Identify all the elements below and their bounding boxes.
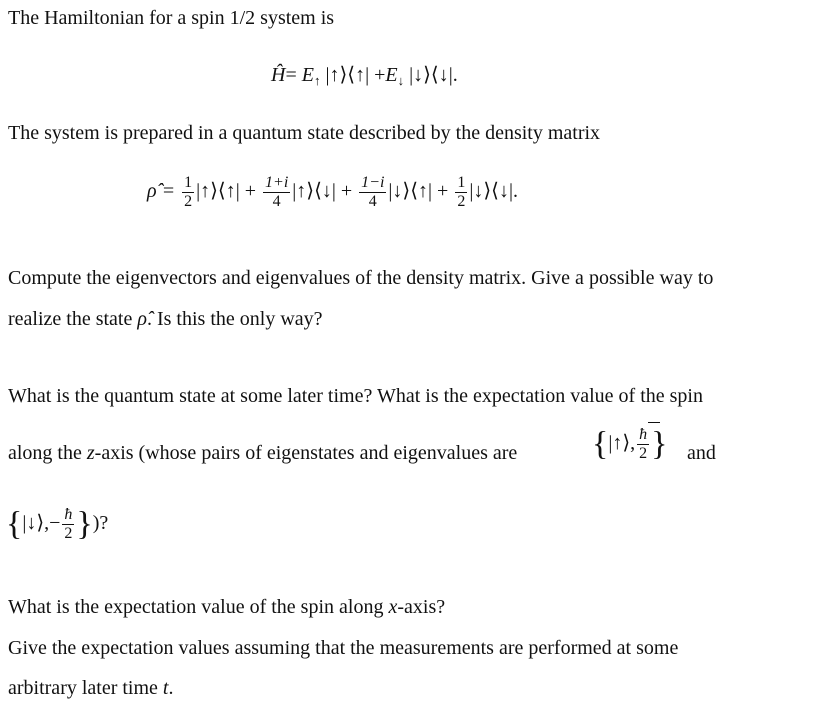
rho-symbol: ρ̂ = — [147, 180, 176, 203]
z-axis-line — [8, 441, 517, 465]
later-state-question: What is the quantum state at some later time? — [8, 385, 377, 407]
ket-down: |↓⟩, — [22, 512, 50, 535]
frac4-num: 1 — [457, 174, 466, 191]
hbar-half-down — [62, 506, 74, 543]
fraction-1 — [182, 174, 194, 211]
hbar-half-up — [637, 426, 649, 463]
projector-up: |↑⟩⟨↑| — [325, 64, 370, 86]
overbar-mark — [648, 422, 660, 423]
fraction-3 — [359, 174, 386, 211]
term4-op: |↓⟩⟨↓|. — [469, 180, 518, 203]
question-realize-line — [8, 307, 323, 331]
x-axis-pre: What is the expectation value of the spin along — [8, 596, 389, 618]
x-axis-question-line — [8, 595, 445, 619]
rho-inline: ρ̂ — [137, 308, 147, 330]
energy-down: E — [385, 64, 398, 86]
right-brace-dn: } — [76, 505, 93, 543]
x-axis-post: -axis? — [397, 596, 446, 618]
close-question: )? — [92, 512, 109, 535]
frac2-den: 4 — [272, 193, 281, 210]
two-up: 2 — [639, 445, 648, 462]
plus-1: + — [244, 180, 257, 203]
x-variable: x — [388, 596, 398, 618]
frac1-num: 1 — [184, 174, 193, 191]
plus-sign: + — [374, 64, 386, 86]
density-matrix-equation — [147, 174, 518, 211]
z-axis-post: -axis (whose pairs of eigenstates and eigenvalues are — [94, 442, 518, 464]
term3-op: |↓⟩⟨↑| — [388, 180, 433, 203]
frac2-num: 1+i — [265, 174, 289, 191]
frac4-den: 2 — [457, 193, 466, 210]
hamiltonian-symbol: Ĥ — [271, 64, 286, 86]
later-time-pre: arbitrary later time — [8, 677, 163, 699]
fraction-2 — [263, 174, 290, 211]
ket-up: |↑⟩, — [608, 432, 636, 455]
question-eigen-text: Compute the eigenvectors and eigenvalues of the density matrix. Give a possible way to — [8, 267, 714, 289]
later-time-post: . — [168, 677, 174, 699]
later-time-line — [8, 676, 173, 700]
realize-post: . Is this the only way? — [146, 308, 323, 330]
left-brace-dn: { — [6, 505, 23, 543]
and-word: and — [687, 442, 716, 464]
pair-up — [592, 426, 667, 463]
question-later-time-line — [8, 384, 703, 408]
projector-down: |↓⟩⟨↓|. — [409, 64, 458, 86]
energy-up-sub: ↑ — [313, 73, 321, 88]
z-variable: z — [86, 442, 95, 464]
density-intro-text: The system is prepared in a quantum state described by the density matrix — [8, 122, 601, 144]
right-brace: } — [651, 425, 668, 463]
expectation-instruction: Give the expectation values assuming that the measurements are performed at some — [8, 637, 679, 659]
expectation-question: What is the expectation value of the spin — [376, 385, 703, 407]
plus-2: + — [340, 180, 353, 203]
frac3-num: 1−i — [361, 174, 385, 191]
energy-up: E — [301, 64, 314, 86]
z-axis-pre: along the — [8, 442, 87, 464]
pair-down — [6, 506, 108, 543]
plus-3: + — [437, 180, 449, 203]
intro-text: The Hamiltonian for a spin 1/2 system is — [8, 7, 335, 29]
frac1-den: 2 — [184, 193, 193, 210]
fraction-4 — [455, 174, 467, 211]
hbar-up: ħ — [639, 426, 648, 443]
energy-down-sub: ↓ — [397, 73, 405, 88]
frac3-den: 4 — [368, 193, 377, 210]
hamiltonian-equation — [271, 62, 458, 89]
hbar-dn: ħ — [64, 506, 73, 523]
t-variable: t — [162, 677, 169, 699]
term1-op: |↑⟩⟨↑| — [196, 180, 240, 203]
term2-op: |↑⟩⟨↓| — [292, 180, 336, 203]
left-brace: { — [592, 425, 609, 463]
realize-pre: realize the state — [8, 308, 138, 330]
minus-sign: − — [49, 512, 61, 535]
equals-sign: = — [285, 64, 297, 86]
two-dn: 2 — [64, 525, 73, 542]
